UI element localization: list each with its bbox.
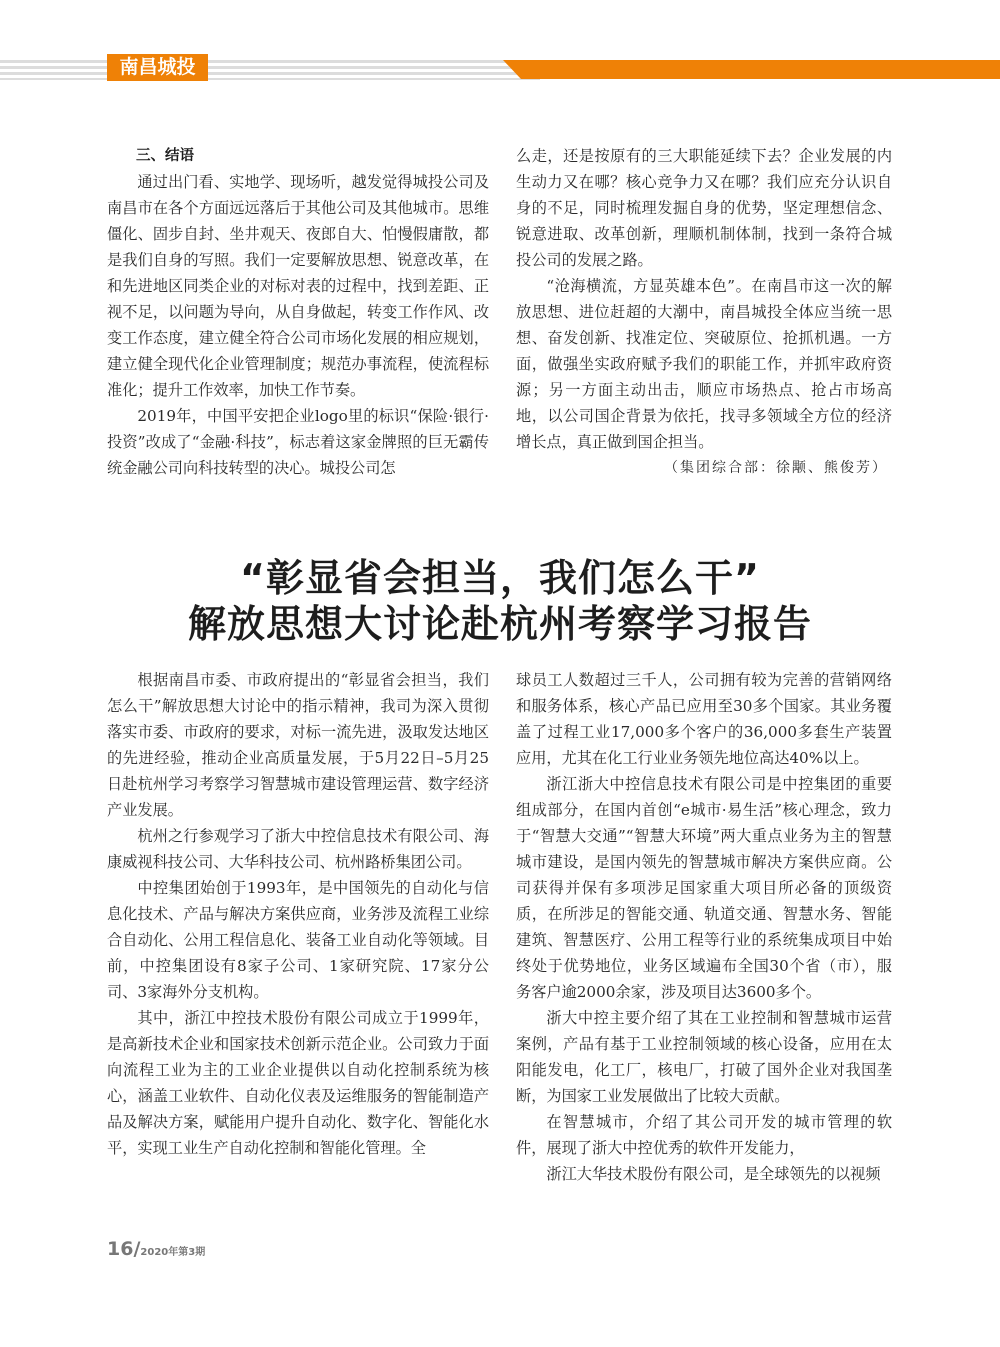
paragraph: 2019年，中国平安把企业logo里的标识“保险·银行·投资”改成了“金融·科技”，标志着这家金牌照的巨无霸传统金融公司向科技转型的决心。城投公司怎 xyxy=(107,407,489,477)
header-orange-bar xyxy=(503,60,1000,79)
paragraph: 杭州之行参观学习了浙大中控信息技术有限公司、海康威视科技公司、大华科技公司、杭州路桥集团公司。 xyxy=(107,827,489,871)
author-signature: （集团综合部：徐颙、熊俊芳） xyxy=(664,460,888,476)
article-b-column-2 xyxy=(516,667,892,1187)
page-number: 16 xyxy=(107,1238,134,1260)
paragraph-continuation: 么走，还是按原有的三大职能延续下去？企业发展的内生动力又在哪？核心竞争力又在哪？我们应充分认识自身的不足，同时梳理发掘自身的优势，坚定理想信念、锐意进取、改革创新，理顺机制体制，找到一条符合城投公司的发展之路。 xyxy=(516,147,892,269)
article-title-line-2: 解放思想大讨论赴杭州考察学习报告 xyxy=(187,602,812,646)
page-footer xyxy=(107,1238,205,1260)
article-a-column-1 xyxy=(107,143,489,481)
article-a-column-2 xyxy=(516,143,892,481)
paragraph: 根据南昌市委、市政府提出的“彰显省会担当，我们怎么干”解放思想大讨论中的指示精神，我司为深入贯彻落实市委、市政府的要求，对标一流先进，汲取发达地区的先进经验，推动企业高质量发展，于5月22日–5月25日赴杭州学习考察学习智慧城市建设管理运营、数字经济产业发展。 xyxy=(107,671,489,819)
article-title-line-1: “彰显省会担当，我们怎么干” xyxy=(240,556,760,600)
article-b-column-1 xyxy=(107,667,489,1161)
paragraph: 在智慧城市，介绍了其公司开发的城市管理的软件，展现了浙大中控优秀的软件开发能力， xyxy=(516,1113,892,1157)
paragraph: 其中，浙江中控技术股份有限公司成立于1999年，是高新技术企业和国家技术创新示范企业。公司致力于面向流程工业为主的工业企业提供以自动化控制系统为核心，涵盖工业软件、自动化仪表及运维服务的智能制造产品及解决方案，赋能用户提升自动化、数字化、智能化水平，实现工业生产自动化控制和智能化管理。全 xyxy=(107,1009,489,1157)
paragraph: 中控集团始创于1993年，是中国领先的自动化与信息化技术、产品与解决方案供应商，业务涉及流程工业综合自动化、公用工程信息化、装备工业自动化等领域。目前，中控集团设有8家子公司、1家研究院、17家分公司、3家海外分支机构。 xyxy=(107,879,489,1001)
paragraph-continuation: 球员工人数超过三千人，公司拥有较为完善的营销网络和服务体系，核心产品已应用至30多个国家。其业务覆盖了过程工业17,000多个客户的36,000多套生产装置应用，尤其在化工行业业务领先地位高达40%以上。 xyxy=(516,671,892,767)
article-title xyxy=(0,555,1000,647)
paragraph: “沧海横流，方显英雄本色”。在南昌市这一次的解放思想、进位赶超的大潮中，南昌城投全体应当统一思想、奋发创新、找准定位、突破原位、抢抓机遇。一方面，做强坐实政府赋予我们的职能工作，并抓牢政府资源；另一方面主动出击，顺应市场热点、抢占市场高地，以公司国企背景为依托，找寻多领域全方位的经济增长点，真正做到国企担当。 xyxy=(516,277,892,451)
issue-label: 2020年第3期 xyxy=(140,1247,206,1258)
paragraph: 通过出门看、实地学、现场听，越发觉得城投公司及南昌市在各个方面远远落后于其他公司及其他城市。思维僵化、固步自封、坐井观天、夜郎自大、怕慢假庸散，都是我们自身的写照。我们一定要解放思想、锐意改革，在和先进地区同类企业的对标对表的过程中，找到差距、正视不足，以问题为导向，从自身做起，转变工作作风、改变工作态度，建立健全符合公司市场化发展的相应规划，建立健全现代化企业管理制度；规范办事流程，使流程标准化；提升工作效率，加快工作节奏。 xyxy=(107,173,489,399)
folio-separator: / xyxy=(133,1238,141,1260)
paragraph: 浙江大华技术股份有限公司，是全球领先的以视频 xyxy=(546,1165,881,1183)
header-gray-stripes xyxy=(0,60,540,80)
paragraph: 浙大中控主要介绍了其在工业控制和智慧城市运营案例，产品有基于工业控制领域的核心设备，应用在太阳能发电，化工厂，核电厂，打破了国外企业对我国垄断，为国家工业发展做出了比较大贡献。 xyxy=(516,1009,892,1105)
paragraph: 浙江浙大中控信息技术有限公司是中控集团的重要组成部分，在国内首创“e城市·易生活”核心理念，致力于“智慧大交通”“智慧大环境”两大重点业务为主的智慧城市建设，是国内领先的智慧城市解决方案供应商。公司获得并保有多项涉足国家重大项目所必备的顶级资质，在所涉足的智能交通、轨道交通、智慧水务、智能建筑、智慧医疗、公用工程等行业的系统集成项目中始终处于优势地位，业务区域遍布全国30个省（市），服务客户逾2000余家，涉及项目达3600多个。 xyxy=(516,775,892,1001)
section-badge: 南昌城投 xyxy=(107,54,208,81)
section-heading: 三、结语 xyxy=(136,148,194,164)
